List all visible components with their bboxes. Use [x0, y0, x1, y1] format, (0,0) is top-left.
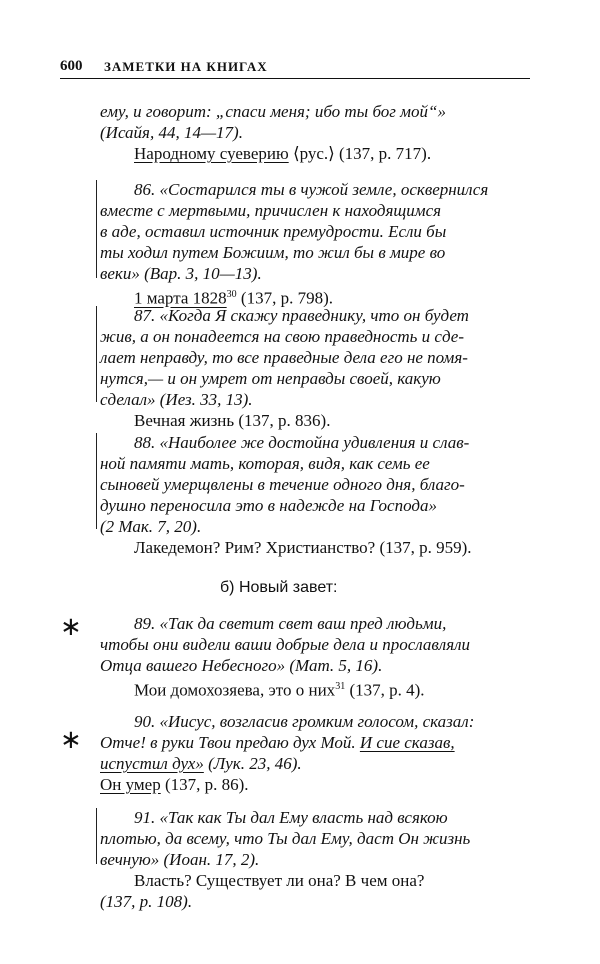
margin-bar	[96, 433, 97, 529]
note-89-line: Отца вашего Небесного» (Мат. 5, 16).	[100, 656, 383, 675]
note-87-line: сделал» (Иез. 33, 13).	[100, 390, 253, 409]
note-90-line: испустил дух» (Лук. 23, 46).	[100, 754, 302, 773]
margin-bar	[96, 180, 97, 278]
note-88-line: 88. «Наиболее же достойна удивления и слав-	[134, 433, 470, 452]
comment-line: Мои домохозяева, это о них$^{31}$ (137, p. 4).	[134, 680, 425, 700]
note-89-line: 89. «Так да светит свет ваш пред людьми,	[134, 614, 447, 633]
comment-line: Он умер (137, p. 86).	[100, 775, 249, 794]
underlined-text: 1 марта 1828	[134, 288, 227, 308]
note-91-line: вечную» (Иоан. 17, 2).	[100, 850, 260, 869]
footnote-ref: 31	[335, 681, 346, 692]
running-header	[60, 58, 530, 80]
comment-line: Народному суеверию ⟨рус.⟩ (137, p. 717).	[134, 144, 432, 163]
asterisk-mark: ∗	[60, 612, 82, 642]
note-88-line: сыновей умерщвлены в течение одного дня, благо-	[100, 475, 465, 494]
comment-line: Лакедемон? Рим? Христианство? (137, p. 959).	[134, 538, 472, 557]
note-89-line: чтобы они видели ваши добрые дела и прославляли	[100, 635, 471, 654]
note-86-line: в аде, оставил источник премудрости. Если бы	[100, 222, 447, 241]
section-heading: б) Новый завет:	[220, 579, 338, 596]
note-88-line: душно переносила это в надежде на Господа»	[100, 496, 437, 515]
page-number: 600	[60, 58, 83, 74]
note-90-line: Отче! в руки Твои предаю дух Мой. И сие сказав,	[100, 733, 455, 752]
comment-line: (137, p. 108).	[100, 892, 193, 911]
note-86-line: веки» (Вар. 3, 10—13).	[100, 264, 262, 283]
underlined-text: И сие сказав,	[359, 733, 455, 752]
note-87-line: 87. «Когда Я скажу праведнику, что он будет	[134, 306, 469, 325]
note-91-line: плотью, да всему, что Ты дал Ему, даст Он жизнь	[100, 829, 471, 848]
note-88-line: (2 Мак. 7, 20).	[100, 517, 202, 536]
note-90-line: 90. «Иисус, возгласив громким голосом, сказал:	[134, 712, 475, 731]
note-87-line: нутся,— и он умрет от неправды своей, какую	[100, 369, 441, 388]
text-line: ему, и говорит: „спаси меня; ибо ты бог мой“»	[100, 102, 446, 121]
running-title: ЗАМЕТКИ НА КНИГАХ	[104, 59, 268, 74]
underlined-text: Народному суеверию	[134, 144, 289, 163]
asterisk-mark: ∗	[60, 725, 82, 755]
text-line: (Исайя, 44, 14—17).	[100, 123, 243, 142]
comment-line: Власть? Существует ли она? В чем она?	[134, 871, 425, 890]
footnote-ref: 30	[226, 289, 237, 300]
note-87-line: лает неправду, то все праведные дела его не помя-	[100, 348, 468, 367]
note-88-line: ной памяти мать, которая, видя, как семь ее	[100, 454, 430, 473]
comment-line: Вечная жизнь (137, p. 836).	[134, 411, 331, 430]
note-87-line: жив, а он понадеется на свою праведность и сде-	[100, 327, 464, 346]
comment-line: 1 марта 1828$^{30}$ (137, p. 798).	[134, 288, 333, 308]
underlined-text: испустил дух»	[100, 754, 204, 773]
margin-bar	[96, 808, 97, 864]
note-86-line: 86. «Состарился ты в чужой земле, осквернился	[134, 180, 489, 199]
note-86-line: вместе с мертвыми, причислен к находящимся	[100, 201, 442, 220]
note-86-line: ты ходил путем Божиим, то жил бы в мире во	[100, 243, 446, 262]
header-rule	[60, 78, 530, 79]
margin-bar	[96, 306, 97, 402]
note-91-line: 91. «Так как Ты дал Ему власть над всякою	[134, 808, 448, 827]
underlined-text: Он умер	[100, 775, 161, 794]
